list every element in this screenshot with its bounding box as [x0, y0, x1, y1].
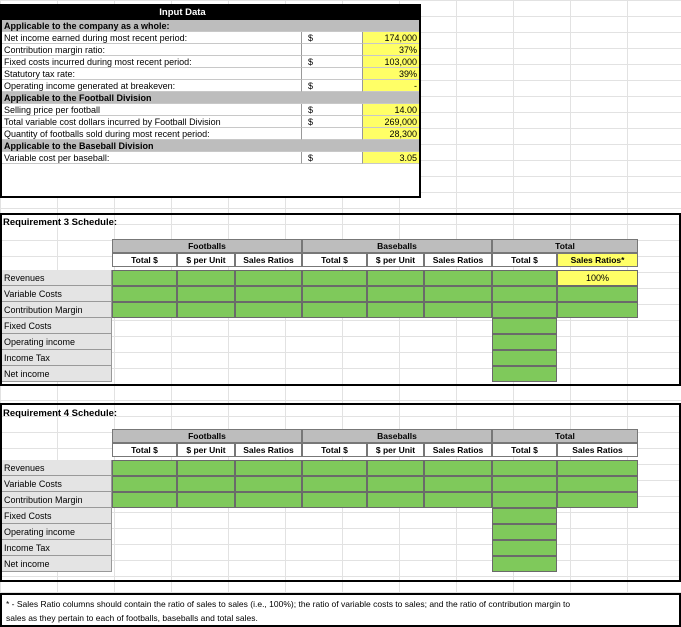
column-header: Sales Ratios — [235, 253, 302, 267]
column-header: Total $ — [302, 443, 367, 457]
input-cell[interactable] — [235, 302, 302, 318]
footnote — [0, 593, 681, 627]
input-row — [2, 68, 419, 80]
input-cell[interactable] — [492, 350, 557, 366]
input-row-currency: $ — [302, 116, 362, 128]
input-row-currency — [302, 44, 362, 56]
input-row — [2, 128, 419, 140]
row-label: Fixed Costs — [2, 318, 112, 334]
input-row-label: Statutory tax rate: — [2, 68, 302, 80]
input-value-cell[interactable]: 269,000 — [362, 116, 419, 128]
input-row-label: Applicable to the company as a whole: — [2, 20, 419, 32]
input-row-label: Applicable to the Football Division — [2, 92, 419, 104]
input-value-cell[interactable]: 28,300 — [362, 128, 419, 140]
row-label: Net income — [2, 366, 112, 382]
input-cell[interactable] — [112, 270, 177, 286]
input-value-cell[interactable]: 174,000 — [362, 32, 419, 44]
input-cell[interactable] — [112, 476, 177, 492]
row-label: Income Tax — [2, 540, 112, 556]
req3-schedule — [0, 213, 681, 386]
input-cell[interactable] — [424, 270, 492, 286]
column-header: Total $ — [112, 443, 177, 457]
input-cell[interactable] — [492, 476, 557, 492]
input-value-cell[interactable]: 14.00 — [362, 104, 419, 116]
input-cell[interactable] — [424, 492, 492, 508]
input-cell[interactable] — [492, 492, 557, 508]
input-cell[interactable] — [302, 492, 367, 508]
input-cell[interactable] — [492, 334, 557, 350]
input-row — [2, 152, 419, 164]
input-cell[interactable] — [177, 302, 235, 318]
input-row — [2, 116, 419, 128]
input-row-currency: $ — [302, 56, 362, 68]
input-row-label: Total variable cost dollars incurred by Football Division — [2, 116, 302, 128]
row-label: Fixed Costs — [2, 508, 112, 524]
column-header: $ per Unit — [367, 253, 424, 267]
input-cell[interactable] — [112, 302, 177, 318]
column-header: Sales Ratios — [557, 443, 638, 457]
input-row — [2, 104, 419, 116]
input-row-currency: $ — [302, 32, 362, 44]
input-cell[interactable] — [367, 460, 424, 476]
input-row-label: Operating income generated at breakeven: — [2, 80, 302, 92]
input-row — [2, 32, 419, 44]
input-cell[interactable] — [367, 286, 424, 302]
input-cell[interactable] — [424, 286, 492, 302]
input-cell[interactable] — [177, 476, 235, 492]
input-row-currency — [302, 68, 362, 80]
input-cell[interactable] — [235, 270, 302, 286]
input-cell[interactable] — [177, 492, 235, 508]
input-cell[interactable] — [235, 460, 302, 476]
input-cell[interactable] — [235, 286, 302, 302]
input-data-title: Input Data — [2, 6, 419, 20]
input-data-block — [0, 4, 421, 198]
input-cell[interactable] — [492, 460, 557, 476]
input-value-cell[interactable]: 39% — [362, 68, 419, 80]
input-value-cell[interactable]: 37% — [362, 44, 419, 56]
input-cell[interactable] — [424, 476, 492, 492]
row-label: Operating income — [2, 524, 112, 540]
req3-title: Requirement 3 Schedule: — [3, 217, 118, 228]
input-section-header — [2, 20, 419, 32]
input-cell[interactable] — [177, 460, 235, 476]
input-row-label: Net income earned during most recent period: — [2, 32, 302, 44]
column-header: $ per Unit — [367, 443, 424, 457]
input-cell[interactable] — [302, 270, 367, 286]
input-row-label: Variable cost per baseball: — [2, 152, 302, 164]
row-label: Variable Costs — [2, 476, 112, 492]
footnote-line-2: sales as they pertain to each of footballs, baseballs and total sales. — [6, 613, 258, 623]
column-header: Total $ — [112, 253, 177, 267]
input-value-cell[interactable]: 103,000 — [362, 56, 419, 68]
input-row — [2, 56, 419, 68]
input-cell[interactable] — [302, 476, 367, 492]
input-row-currency — [302, 128, 362, 140]
input-cell[interactable] — [492, 270, 557, 286]
row-label: Income Tax — [2, 350, 112, 366]
input-cell[interactable] — [367, 302, 424, 318]
input-cell[interactable] — [112, 286, 177, 302]
input-row-currency: $ — [302, 80, 362, 92]
input-cell[interactable] — [235, 492, 302, 508]
input-cell[interactable] — [112, 492, 177, 508]
group-header-total: Total — [492, 429, 638, 443]
row-label: Net income — [2, 556, 112, 572]
input-cell[interactable] — [492, 508, 557, 524]
revenue-total-ratio-cell[interactable]: 100% — [557, 270, 638, 286]
group-header-total: Total — [492, 239, 638, 253]
input-section-header — [2, 92, 419, 104]
footnote-line-1: * - Sales Ratio columns should contain the ratio of sales to sales (i.e., 100%); the ratio of variable costs to sales; and the ratio of contribution margin to — [6, 599, 571, 609]
input-cell[interactable] — [112, 460, 177, 476]
input-cell[interactable] — [367, 476, 424, 492]
req4-title: Requirement 4 Schedule: — [3, 408, 118, 419]
input-cell[interactable] — [492, 556, 557, 572]
input-value-cell[interactable]: - — [362, 80, 419, 92]
group-header-baseballs: Baseballs — [302, 429, 492, 443]
input-cell[interactable] — [177, 270, 235, 286]
input-cell[interactable] — [302, 302, 367, 318]
input-row-label: Selling price per football — [2, 104, 302, 116]
input-section-header — [2, 140, 419, 152]
req4-schedule — [0, 403, 681, 582]
column-header: Sales Ratios* — [557, 253, 638, 267]
input-value-cell[interactable]: 3.05 — [362, 152, 419, 164]
input-row-label: Applicable to the Baseball Division — [2, 140, 419, 152]
input-cell[interactable] — [492, 302, 557, 318]
column-header: Total $ — [492, 443, 557, 457]
input-row-currency: $ — [302, 104, 362, 116]
column-header: Sales Ratios — [424, 253, 492, 267]
input-row-label: Fixed costs incurred during most recent period: — [2, 56, 302, 68]
group-header-footballs: Footballs — [112, 239, 302, 253]
group-header-baseballs: Baseballs — [302, 239, 492, 253]
input-cell[interactable] — [492, 286, 557, 302]
input-cell[interactable] — [557, 460, 638, 476]
column-header: $ per Unit — [177, 253, 235, 267]
input-row-currency: $ — [302, 152, 362, 164]
input-cell[interactable] — [177, 286, 235, 302]
row-label: Variable Costs — [2, 286, 112, 302]
column-header: Total $ — [492, 253, 557, 267]
input-cell[interactable] — [492, 366, 557, 382]
column-header: Total $ — [302, 253, 367, 267]
input-cell[interactable] — [302, 460, 367, 476]
input-row-label: Contribution margin ratio: — [2, 44, 302, 56]
input-cell[interactable] — [424, 302, 492, 318]
input-cell[interactable] — [424, 460, 492, 476]
input-cell[interactable] — [235, 476, 302, 492]
input-row — [2, 80, 419, 92]
group-header-footballs: Footballs — [112, 429, 302, 443]
column-header: Sales Ratios — [235, 443, 302, 457]
input-cell[interactable] — [492, 524, 557, 540]
input-cell[interactable] — [367, 492, 424, 508]
input-cell[interactable] — [557, 286, 638, 302]
input-cell[interactable] — [557, 476, 638, 492]
input-row-label: Quantity of footballs sold during most recent period: — [2, 128, 302, 140]
input-cell[interactable] — [367, 270, 424, 286]
column-header: $ per Unit — [177, 443, 235, 457]
input-cell[interactable] — [557, 302, 638, 318]
input-row — [2, 44, 419, 56]
input-cell[interactable] — [492, 318, 557, 334]
row-label: Contribution Margin — [2, 492, 112, 508]
row-label: Revenues — [2, 460, 112, 476]
input-cell[interactable] — [302, 286, 367, 302]
row-label: Contribution Margin — [2, 302, 112, 318]
column-header: Sales Ratios — [424, 443, 492, 457]
row-label: Revenues — [2, 270, 112, 286]
row-label: Operating income — [2, 334, 112, 350]
input-cell[interactable] — [557, 492, 638, 508]
input-cell[interactable] — [492, 540, 557, 556]
